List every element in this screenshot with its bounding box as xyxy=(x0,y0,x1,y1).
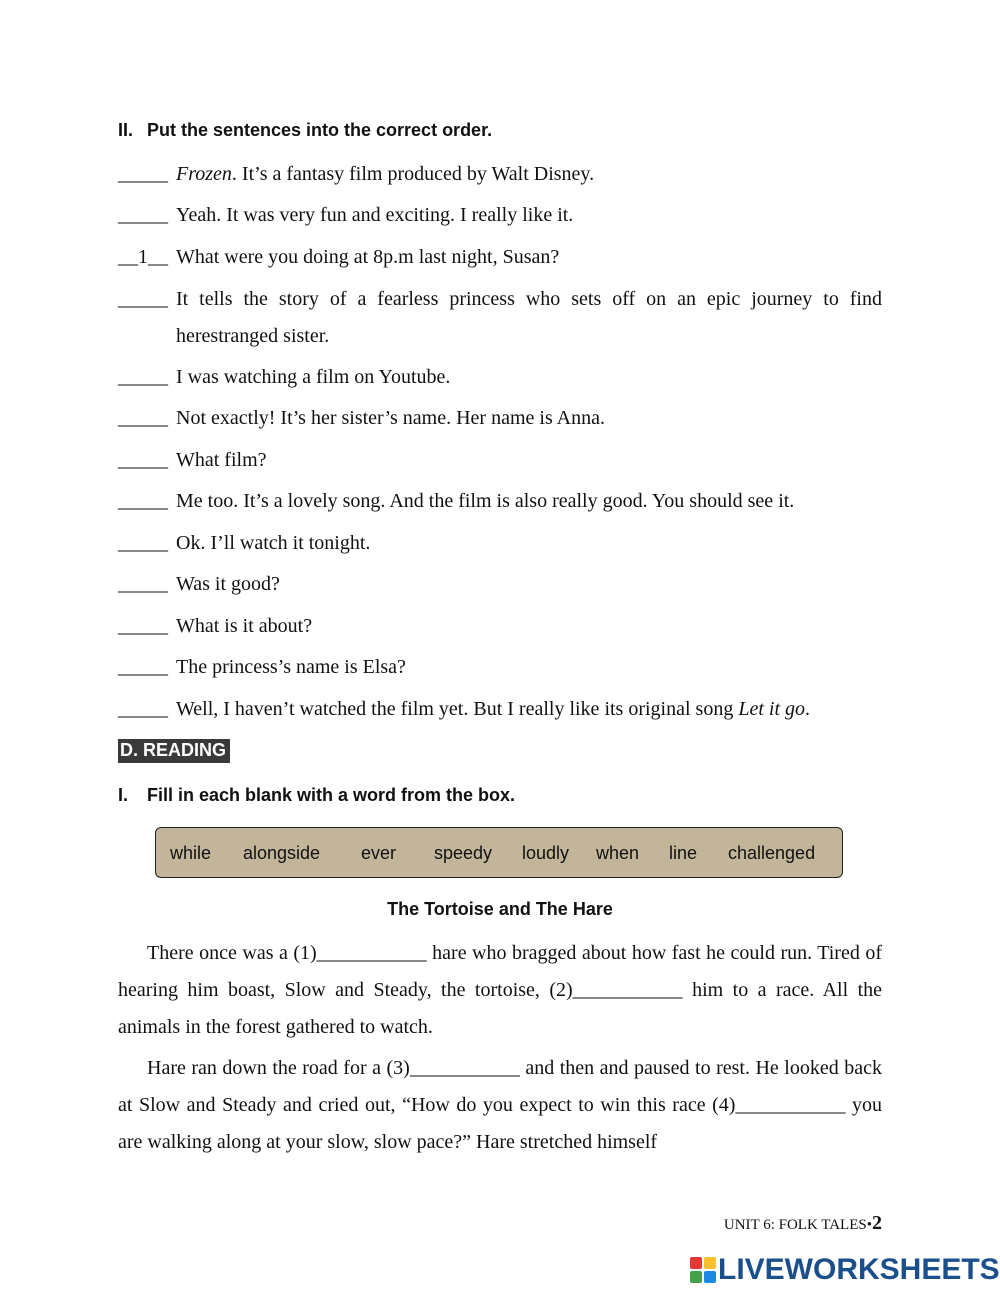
logo-square xyxy=(704,1257,716,1269)
order-blank[interactable]: _____ xyxy=(118,366,168,388)
ordering-item xyxy=(118,608,882,644)
word-box-item: challenged xyxy=(728,843,816,863)
unit-label: UNIT 6: FOLK TALES xyxy=(723,1217,867,1233)
word-box-item: ever xyxy=(361,843,397,863)
ordering-item xyxy=(118,281,882,355)
ordering-item xyxy=(118,239,882,275)
word-box-item: line xyxy=(669,843,698,863)
order-blank[interactable]: _____ xyxy=(118,204,168,226)
logo-square xyxy=(690,1271,702,1283)
logo-mark-icon xyxy=(690,1257,716,1283)
page-footer xyxy=(724,1212,882,1235)
sentence-text: Me too. It’s a lovely song. And the film is also really good. You should see it. xyxy=(176,490,795,512)
ordering-item xyxy=(118,156,882,192)
order-blank[interactable]: __1__ xyxy=(118,246,168,268)
footer-bullet: • xyxy=(866,1217,872,1233)
sentence-text: Ok. I’ll watch it tonight. xyxy=(176,532,371,554)
sentence-text xyxy=(176,163,594,185)
liveworksheets-logo xyxy=(690,1253,1000,1287)
logo-text: LIVEWORKSHEETS xyxy=(718,1253,1000,1286)
sentence-end: . xyxy=(805,698,810,720)
sentence-text: I was watching a film on Youtube. xyxy=(176,366,451,388)
sentence-text: Was it good? xyxy=(176,573,280,595)
ordering-item xyxy=(118,359,882,395)
sentence-text: The princess’s name is Elsa? xyxy=(176,656,406,678)
story-paragraph: Hare ran down the road for a (3)___________ and then and paused to rest. He looked back at Slow and Steady and cried out, “How do you expect to win this race (4)___________ you are walking along at your slow, slow pace?” Hare stretched himself xyxy=(118,1057,882,1153)
order-blank[interactable]: _____ xyxy=(118,288,168,310)
reading-section-tag: D. READING xyxy=(118,739,230,763)
order-blank[interactable]: _____ xyxy=(118,573,168,595)
sentence-rest: . It’s a fantasy film produced by Walt Disney. xyxy=(231,163,595,185)
order-blank[interactable]: _____ xyxy=(118,407,168,429)
sentence-text: What were you doing at 8p.m last night, Susan? xyxy=(176,246,560,268)
task-title: Fill in each blank with a word from the box. xyxy=(147,785,516,805)
order-blank[interactable]: _____ xyxy=(118,698,168,720)
order-blank[interactable]: _____ xyxy=(118,615,168,637)
ordering-item xyxy=(118,197,882,233)
ordering-item xyxy=(118,566,882,602)
sentence-text: Not exactly! It’s her sister’s name. Her name is Anna. xyxy=(176,407,605,429)
sentence-text: What is it about? xyxy=(176,615,313,637)
order-blank[interactable]: _____ xyxy=(118,532,168,554)
sentence-text xyxy=(176,698,810,720)
ordering-item xyxy=(118,400,882,436)
order-blank[interactable]: _____ xyxy=(118,449,168,471)
word-box-item: loudly xyxy=(522,843,570,863)
ordering-item xyxy=(118,691,882,727)
story-title: The Tortoise and The Hare xyxy=(387,899,613,919)
italic-song-title: Let it go xyxy=(738,698,805,720)
story-paragraph: There once was a (1)___________ hare who bragged about how fast he could run. Tired of hearing him boast, Slow and Steady, the tortoise, (2)___________ him to a race. All the animals in the forest gathered to watch. xyxy=(118,942,882,1038)
reading-task-heading xyxy=(118,785,515,806)
order-blank[interactable]: _____ xyxy=(118,163,168,185)
ordering-item xyxy=(118,483,882,519)
section-title: Put the sentences into the correct order. xyxy=(147,120,493,140)
section-number: II. xyxy=(118,120,134,140)
ordering-item xyxy=(118,442,882,478)
ordering-item xyxy=(118,649,882,685)
word-box xyxy=(155,827,843,878)
word-box-item: speedy xyxy=(434,843,493,863)
sentence-text: It tells the story of a fearless princess who sets off on an epic journey to find herestranged sister. xyxy=(176,288,882,347)
italic-title: Frozen xyxy=(176,163,232,185)
sentence-text: Yeah. It was very fun and exciting. I really like it. xyxy=(176,204,574,226)
word-box-item: while xyxy=(170,843,212,863)
ordering-item xyxy=(118,525,882,561)
page-number: 2 xyxy=(872,1212,882,1234)
task-number: I. xyxy=(118,785,129,805)
section-ii-heading xyxy=(118,120,492,141)
order-blank[interactable]: _____ xyxy=(118,490,168,512)
word-box-item: when xyxy=(596,843,640,863)
sentence-text: What film? xyxy=(176,449,267,471)
order-blank[interactable]: _____ xyxy=(118,656,168,678)
word-box-item: alongside xyxy=(243,843,321,863)
logo-square xyxy=(704,1271,716,1283)
logo-square xyxy=(690,1257,702,1269)
sentence-start: Well, I haven’t watched the film yet. But I really like its original song xyxy=(176,698,739,720)
